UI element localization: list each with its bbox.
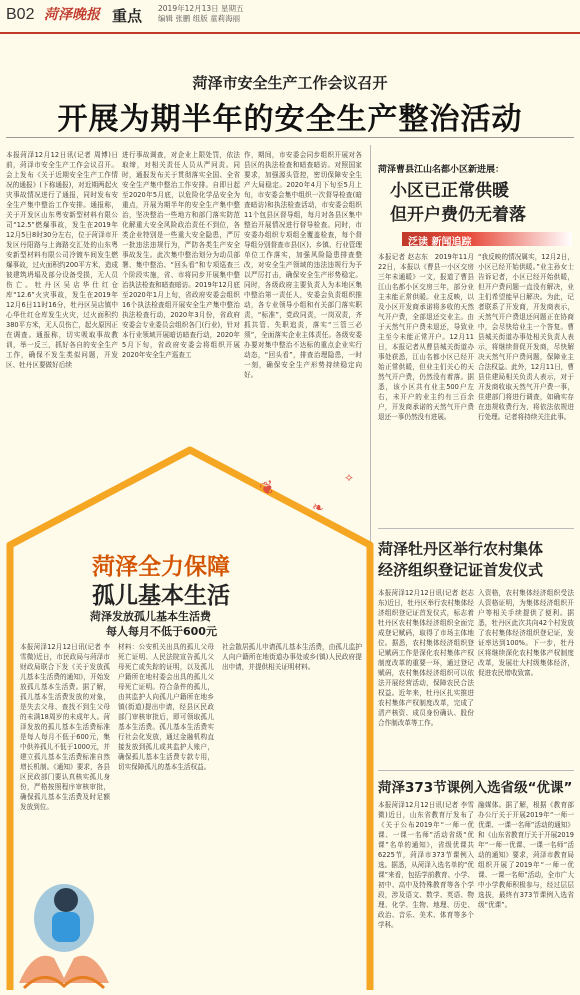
bird-icon: ❦ [256, 476, 279, 501]
news-tag-label: 泛读 新闻追踪 [408, 237, 472, 248]
main-headline: 开展为期半年的安全生产整治活动 [57, 102, 523, 137]
right2-col-a: 本报菏泽12月12日讯(记者 赵志东)近日，牡丹区举行农村集体经济组织登记证首发仪式，标志着牡丹区农村集体经济组织全面完成登记赋码，取得了市场主体地位。据悉，农村集体经济组织登记赋码工作是深化农村集体产权制度改革的重要一环，通过登记赋码，农村集体经济组织可以依法开展经营活动，保障农民合法权益。近年来，牡丹区扎实推进农村集体产权制度改革，完成了清产核资、成员身份确认、股份合作制改革等工作。 [378, 589, 474, 727]
feature-col-c: 社会散居孤儿申请孤儿基本生活费，由孤儿监护人向户籍所在地街道办事处或乡(镇)人民政府提出申请，并提供相关证明材料。 [222, 643, 362, 671]
right2-title-1: 菏泽牡丹区举行农村集体 [378, 540, 544, 558]
page-number: B02 [6, 6, 35, 23]
right1-kicker: 菏泽曹县江山名都小区新进展： [378, 165, 505, 175]
right1-title-1: 小区已正常供暖 [390, 181, 509, 201]
feature-subtitle-2: 每人每月不低于600元 [106, 625, 217, 638]
right-divider-1 [378, 528, 574, 529]
page-header [0, 0, 580, 34]
feature-col-a: 本报菏泽12月12日讯(记者 李雪微)近日，市民政局与菏泽市财政局联合下发《关于发放孤儿基本生活费的通知》，开始发放孤儿基本生活费。据了解，孤儿基本生活费发放的对象，是失去父母、查找不到生父母的未满18周岁的未成年人。菏泽发放的孤儿基本生活费标准是每人每月不低于600元，集中供养孤儿不低于1000元，并建立孤儿基本生活费标准自然增长机制。《通知》要求，各县区民政部门要认真核实孤儿身份，严格按照程序审核审批，确保孤儿基本生活费及时足额发放到位。 [20, 643, 110, 811]
right1-col-b: “我反映的情况属实，12月2日，小区已经开始供暖。”业主孙女士告诉记者，小区已经开始供暖，但开户费问题一直没有解决，业主们希望能早日解决。为此，记者联系了开发商，开发商表示，天然气开户费退还问题正在协商中，会尽快给业主一个答复。曹县城关街道办事处相关负责人表示，将继续督促开发商，尽快解决天然气开户费问题，保障业主合法权益。此外，12月11日，曹县住建局相关负责人表示，对于开发商收取天然气开户费一事，住建部门将进行调查，如确实存在违规收费行为，将依法依规进行处理。记者将持续关注此事。 [478, 253, 574, 421]
right3-col-b: 融媒体。据了解，根据《教育部办公厅关于开展2019年“一师一优课、一课一名师”活动的通知》和《山东省教育厅关于开展2019年“一师一优课、一课一名师”活动的通知》要求，菏泽市教育局组织开展了2019年“一师一优课、一课一名师”活动，全市广大中小学教师积极参与，经过层层选拔，最终有373节课例入选省级“优课”。 [478, 801, 574, 909]
date-text: 2019年12月13日 星期五 [158, 4, 244, 13]
right2-title-2: 经济组织登记证首发仪式 [378, 561, 544, 579]
feature-subtitle-1: 菏泽发放孤儿基本生活费 [90, 610, 211, 623]
right2-col-b: 入资格，农村集体经济组织受法人资格证明，为集体经济组织开户等相关手续提供了便利。据悉，牡丹区此次共向42个村发放了农村集体经济组织登记证，发证率达到100%。下一步，牡丹区将继续深化农村集体产权制度改革，发展壮大村级集体经济，促进农民增收致富。 [478, 589, 574, 677]
main-col-1: 本报菏泽12月12日讯(记者 周博)日前，菏泽市安全生产工作会议召开。会上发布《关于近期安全生产工作情况的通报》(下称通报)，对近期两起火灾事故情况进行了通报，同时发布安全生产集中整治工作安排。通报称，关于开发区山东粤安新型材料有限公司“12.5”燃爆事故，发生在2019年12月5日8时30分左右，位于菏泽市开发区丹阳路与上海路交汇处的山东粤安新型材料有限公司冷镀车间发生燃爆事故，过火面积约200平方米，造成彼建筑坍塌及部分设备受损，无人员伤亡。牡丹区吴店华仕红仓库“12.6”火灾事故，发生在2019年12月6日11时16分，牡丹区吴店镇中心华仕红仓库发生火灾，过火面积约380平方米，无人员伤亡，起火原因正在调查。通报称，切实吸取事故教训，举一反三，抓好各自的安全生产工作，确保不发生类似问题，开发区、牡丹区要做好后续 [6, 151, 118, 369]
headline-divider [6, 137, 574, 138]
editor-text: 编辑 张鹏 组版 童莉海丽 [158, 14, 241, 23]
newspaper-logo: 菏泽晚报 [44, 7, 100, 23]
right1-title-2: 但开户费仍无着落 [390, 205, 526, 225]
right1-col-a: 本报记者 赵志东 2019年11月22日，本报以《曹县一小区交房三年未通暖》一文，报道了曹县江山名都小区交房三年，部分业主未能正常供暖。业主反映，以及小区开发商承诺将多收的天然气开户费，全部退还交业主。由于天然气开户费未退还，导致业主至今未能正常开户。12月11日，本报记者从曹县城关街道办事处获悉，江山名都小区已经开始正常供暖，但业主们关心的天然气开户费，仍然没有着落。据悉，该小区共有业主500户左右，未开户的业主约有三百余户，开发商承诺的天然气开户费退还一事仍然没有进展。 [378, 253, 474, 421]
main-col-2: 进行事故调查，对企业上限处罚，依法取缔，对相关责任人员从严问责。同时，通报发布关于贯彻落实全国、全省安全生产集中整治工作安排。自即日起至2020年5月底，以危险化学品安全为重点，开展为期半年的安全生产集中整治，坚决整治一些地方和部门落实防范化解重大安全风险政治责任不到位，各类企业特别是一些重大安全隐患，严厉一批违法违规行为，严防各类生产安全事故发生。此次集中整治划分为动员部署、集中整治、“回头看”和专项巡查三个阶段实施，省、市将同步开展集中整治执法检查和暗查暗访。2019年12月底至2020年1月上旬，省政府安委会组织16个执法检查组开展安全生产集中整治执法检查行动，2020年3月份，省政府安委会专业委员会组织各门(行业)，针对本行业领域开展暗访暗查行动，2020年5月下旬，省政府安委会将组织开展2020年安全生产巡查工 [122, 151, 240, 359]
feature-title-1: 菏泽全力保障 [92, 554, 230, 580]
bird-icon: ⟡ [345, 470, 353, 484]
right3-col-a: 本报菏泽12月12日讯(记者 李雪微)近日，山东省教育厅发布了《关于公布2019年“一师一优课、一课一名师”活动省级“优课”名单的通知》，省级优课共6225节，菏泽市373节课例入选。据悉，从菏泽入选名单的“优课”来看，包括学前教育、小学、初中、高中及特殊教育等各个学段，涉及语文、数学、英语、物理、化学、生物、地理、历史、政治、音乐、美术、体育等多个学科。 [378, 801, 474, 929]
header-divider [0, 32, 580, 34]
child-illustration [14, 868, 114, 993]
date-line [158, 4, 244, 24]
bird-icon: ❧ [310, 498, 326, 518]
right-divider-2 [378, 770, 574, 771]
section-label: 重点 [112, 7, 143, 25]
news-tag [402, 232, 572, 246]
feature-title-2: 孤儿基本生活 [92, 583, 230, 609]
feature-col-b: 材料：公安机关出具的孤儿父母死亡证明、人民法院宣告孤儿父母死亡或失踪的证明，以及孤儿户籍所在地村委会出具的孤儿父母死亡证明。符合条件的孤儿，由其监护人向孤儿户籍所在地乡镇(街道)提出申请，经县区民政部门审核审批后，即可领取孤儿基本生活费。孤儿基本生活费实行社会化发放，通过金融机构直接发放到孤儿或其监护人账户，确保孤儿基本生活费专款专用，切实保障孤儿的基本生活权益。 [118, 643, 214, 771]
main-col-3: 作，期间，市安委会同步组织开展对各县区的执法检查和暗查暗访。对照国家要求，加强源头管控，密切保障安全生产大局稳定。2020年4月下旬至5月上旬，市安委会集中组织一次督导检查(暗查暗访)和执法检查活动，市安委会组织11个包县区督导组，每月对各县区集中整治开展情况进行督导检查。同时，市安委办组织专项组全覆盖检查，每个督导组分别督查市县(区)、乡镇、行业管理单位工作落实，加强风险隐患排查整改，对安全生产领域的违法违规行为予以严厉打击，确保安全生产形势稳定。同时，各级政府主要负责人为本地区集中整治第一责任人，安委会负责组织推动，各专业领导小组和有关部门落实职责，“标准”，党政同责，一岗双责，齐抓共管、失职追责，落实“三管三必须”，全面落实企业主体责任。各级安委办要对集中整治不达标的重点企业实行动态，“回头看”，排查治理隐患，一时一刻，确保安全生产形势持续稳定向好。 [244, 151, 362, 379]
main-kicker: 菏泽市安全生产工作会议召开 [192, 74, 388, 92]
right3-title: 菏泽373节课例入选省级“优课” [378, 780, 573, 796]
